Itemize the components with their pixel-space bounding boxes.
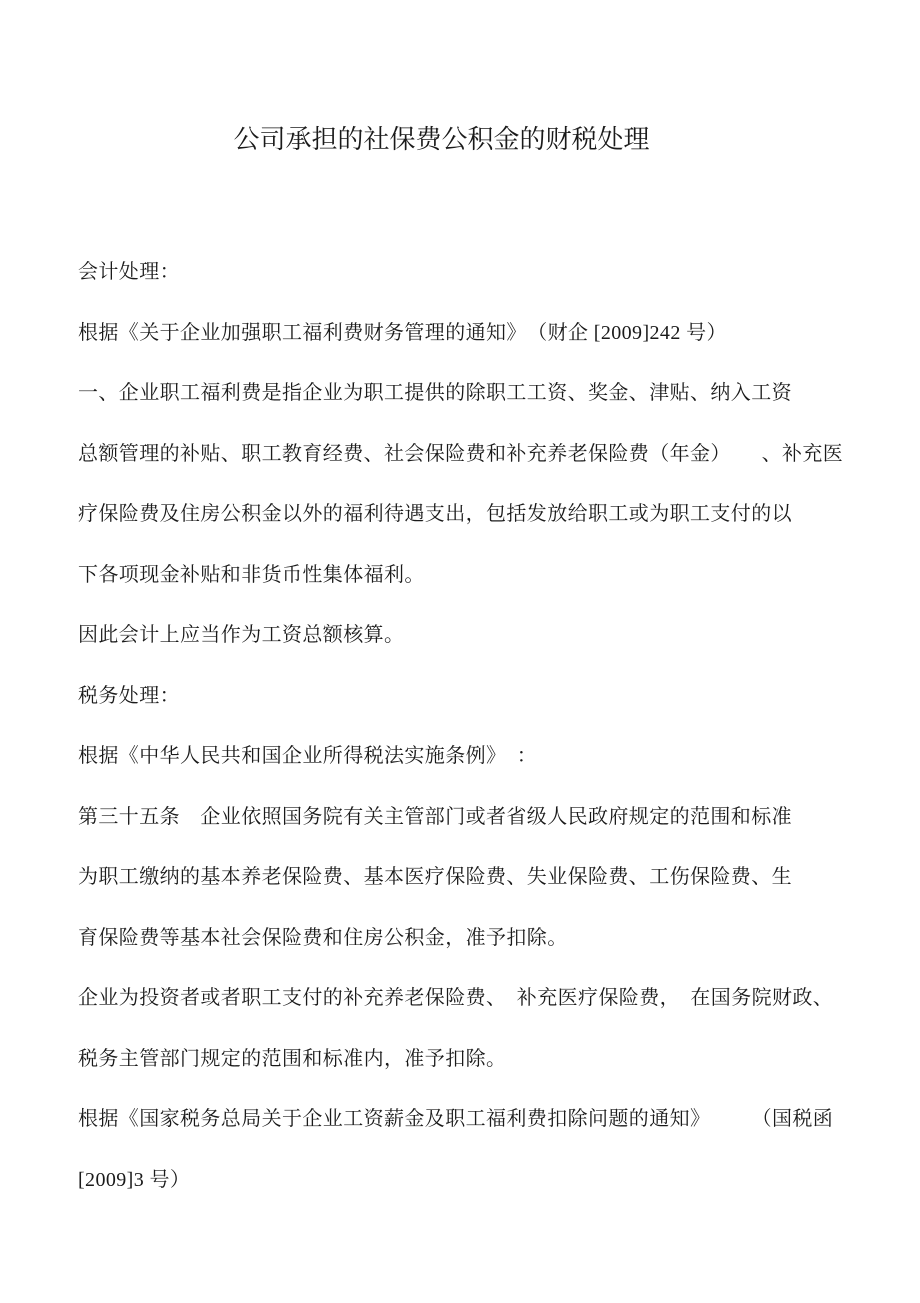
document-body — [78, 242, 912, 1210]
paragraph-line: 一、企业职工福利费是指企业为职工提供的除职工工资、奖金、津贴、纳入工资 — [78, 382, 792, 404]
paragraph-line: 疗保险费及住房公积金以外的福利待遇支出，包括发放给职工或为职工支付的以 — [78, 503, 792, 525]
paragraph-line: 下各项现金补贴和非货币性集体福利。 — [78, 563, 425, 586]
paragraph-line: 根据《国家税务总局关于企业工资薪金及职工福利费扣除问题的通知》 （国税函 — [78, 1108, 834, 1130]
paragraph-line: 为职工缴纳的基本养老保险费、基本医疗保险费、失业保险费、工伤保险费、生 — [78, 866, 792, 888]
paragraph-line: 企业为投资者或者职工支付的补充养老保险费、 补充医疗保险费， 在国务院财政、 — [78, 987, 834, 1009]
section-heading-tax: 税务处理： — [78, 684, 180, 707]
paragraph-line: [2009]3 号） — [78, 1168, 191, 1191]
paragraph-line: 育保险费等基本社会保险费和住房公积金，准予扣除。 — [78, 926, 568, 949]
paragraph-line: 根据《中华人民共和国企业所得税法实施条例》 ： — [78, 745, 538, 767]
section-heading-accounting: 会计处理： — [78, 261, 180, 283]
paragraph-line: 总额管理的补贴、职工教育经费、社会保险费和补充养老保险费（年金） 、补充医 — [78, 442, 844, 465]
paragraph-line: 根据《关于企业加强职工福利费财务管理的通知》 （财企 [2009]242 号） — [78, 321, 727, 344]
paragraph-line: 第三十五条 企业依照国务院有关主管部门或者省级人民政府规定的范围和标准 — [78, 805, 792, 828]
paragraph-line: 因此会计上应当作为工资总额核算。 — [78, 624, 405, 646]
paragraph-line: 税务主管部门规定的范围和标准内，准予扣除。 — [78, 1047, 507, 1070]
document-title: 公司承担的社保费公积金的财税处理 — [233, 125, 650, 154]
